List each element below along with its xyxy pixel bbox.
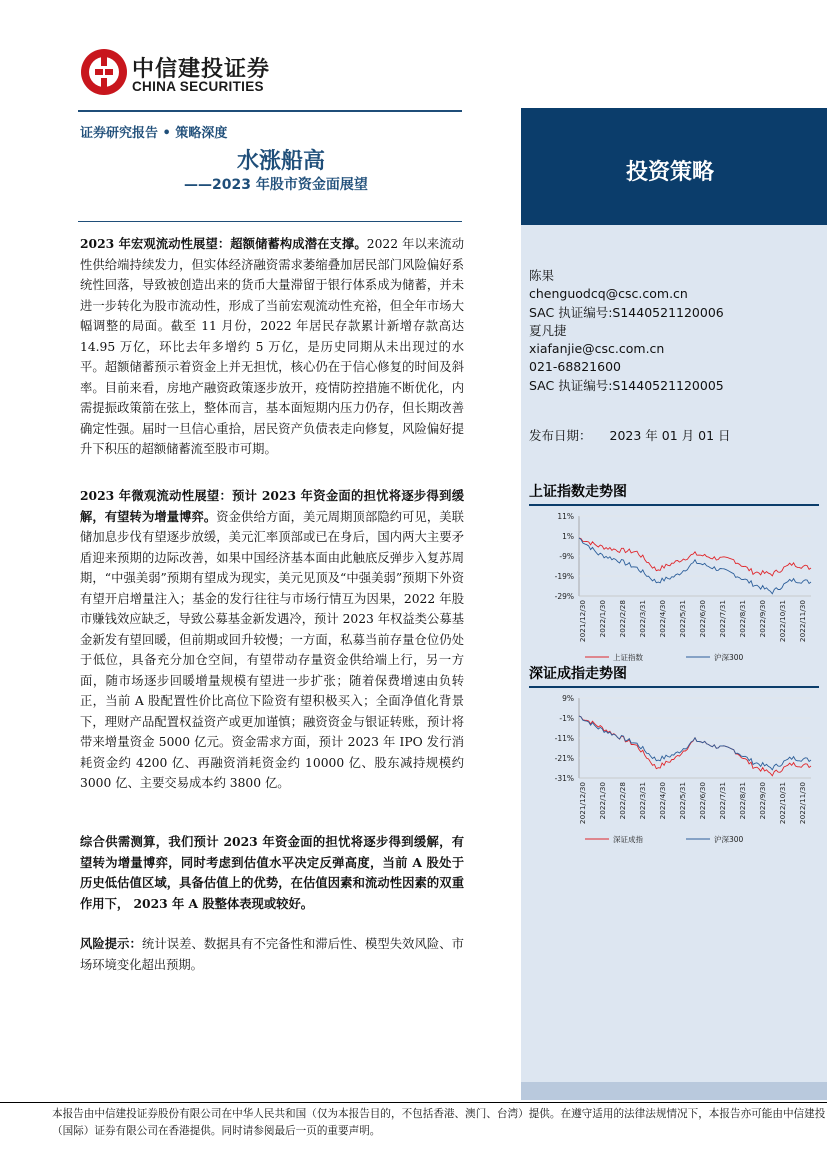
x-tick-label: 2022/11/30 [798,782,807,825]
page-title: 水涨船高 [237,149,326,174]
sidebar-footer-band [521,1082,827,1100]
y-tick-label: 11% [557,512,574,521]
chart-sse-svg [529,508,819,668]
analyst-1-sac: SAC 执证编号:S1440521120006 [529,304,724,320]
brand-logo [80,48,300,98]
x-tick-label: 2022/3/31 [638,600,647,638]
legend-label: 沪深300 [714,835,744,844]
footer-disclaimer: 本报告由中信建投证券股份有限公司在中华人民共和国（仅为本报告目的，不包括香港、澳门、台湾）提供。在遵守适用的法律法规情况下，本报告亦可能由中信建投（国际）证券有限公司在香港提供。同时请参阅最后一页的重要声明。 [52,1108,826,1137]
x-tick-label: 2022/10/31 [778,782,787,825]
series-line-1 [579,716,811,776]
y-tick-label: -11% [554,734,574,743]
legend-label: 上证指数 [613,653,643,662]
series-line-2 [579,716,811,770]
x-tick-label: 2022/8/31 [738,782,747,820]
paragraph-lead: 综合供需测算，我们预计 2023 年资金面的担忧将逐步得到缓解，有望转为增量博弈，同时考虑到估值水平决定反弹高度，当前 A 股处于历史低估值区域，具备估值上的优势，在估值因素和流动性因素的双重作用下， 2023 年 A 股整体表现或较好。 [80,834,464,911]
y-tick-label: -29% [554,592,574,601]
report-type: 证券研究报告 • 策略深度 [80,126,228,141]
x-tick-label: 2022/1/30 [598,782,607,820]
analyst-info [529,267,724,395]
y-tick-label: -1% [559,714,574,723]
x-tick-label: 2022/7/31 [718,600,727,638]
x-tick-label: 2022/7/31 [718,782,727,820]
x-tick-label: 2022/6/30 [698,600,707,638]
legend-label: 深证成指 [613,835,643,844]
chart-szse-svg [529,690,819,850]
chart-sse [529,481,819,668]
paragraph-micro-liquidity [80,486,464,794]
paragraph-lead: 2023 年微观流动性展望：预计 2023 年资金面的担忧将逐步得到缓解，有望转为增量博弈。 [80,488,464,524]
paragraph-lead: 风险提示： [80,936,142,951]
chart-title-rule [529,686,819,688]
y-tick-label: 9% [562,694,574,703]
x-tick-label: 2022/3/31 [638,782,647,820]
x-tick-label: 2022/5/31 [678,782,687,820]
page-subtitle: ——2023 年股市资金面展望 [184,177,368,193]
header-rule [78,110,462,112]
x-tick-label: 2021/12/30 [578,600,587,643]
brand-name-cn: 中信建投证券 [132,57,271,82]
brand-name-en: CHINA SECURITIES [132,79,264,94]
publish-date [529,426,731,444]
report-category: 投资策略 [626,160,715,185]
x-tick-label: 2022/5/31 [678,600,687,638]
series-line-2 [579,538,811,594]
publish-date-value: 2023 年 01 月 01 日 [609,428,731,443]
paragraph-conclusion [80,832,464,914]
y-tick-label: -31% [554,774,574,783]
title-divider [78,221,462,222]
y-tick-label: -9% [559,552,574,561]
brand-emblem-icon [80,48,128,96]
series-line-1 [579,538,811,576]
x-tick-label: 2022/10/31 [778,600,787,643]
paragraph-text: 统计误差、数据具有不完备性和滞后性、模型失效风险、市场环境变化超出预期。 [80,937,464,972]
y-tick-label: 1% [562,532,574,541]
chart-szse [529,663,819,850]
x-tick-label: 2022/6/30 [698,782,707,820]
chart-title: 上证指数走势图 [529,484,627,500]
chart-title-rule [529,504,819,506]
analyst-2-email[interactable]: xiafanjie@csc.com.cn [529,341,665,357]
x-tick-label: 2022/11/30 [798,600,807,643]
x-tick-label: 2022/2/28 [618,600,627,638]
analyst-1-name: 陈果 [529,268,555,283]
analyst-2-name: 夏凡捷 [529,322,567,338]
paragraph-lead: 2023 年宏观流动性展望：超额储蓄构成潜在支撑。 [80,236,367,251]
y-tick-label: -19% [554,572,574,581]
x-tick-label: 2022/4/30 [658,782,667,820]
legend-label: 沪深300 [714,653,744,662]
paragraph-risk [80,934,464,975]
x-tick-label: 2022/2/28 [618,782,627,820]
x-tick-label: 2021/12/30 [578,782,587,825]
x-tick-label: 2022/1/30 [598,600,607,638]
analyst-1-email[interactable]: chenguodcq@csc.com.cn [529,286,688,302]
paragraph-text: 资金供给方面，美元周期顶部隐约可见，美联储加息步伐有望逐步放缓，美元汇率顶部或已在身后，国内两大主要矛盾迎来预期的边际改善，如果中国经济基本面由此触底反弹步入复苏周期，“中强美弱”预期有望成为现实，美元见顶及“中强美弱”预期下外资有望开启增量注入；基金的发行往往与市场行情互为因果，2022 年股市赚钱效应缺乏，导致公募基金新发遇冷，预计 2023 年权益类公募基金新发有望回暖，但前期或回升较慢；一方面，私募当前存量仓位仍处于低位，具备充分加仓空间，有望带动存量资金供给端上行，另一方面，随市场逐步回暖增量规模有望进一步扩张；随着保费增速由负转正，当前 A 股配置性价比高位下险资有望积极买入；全面净值化背景下，理财产品配置权益资产或更加谨慎；融资资金与银证转账，预计将带来增量资金 5000 亿元。资金需求方面，预计 2023 年 IPO 发行消耗资金约 4200 亿、再融资消耗资金约 10000 亿、股东减持规模约 3000 亿、主要交易成本约 3800 亿。 [80,509,464,790]
y-tick-label: -21% [554,754,574,763]
analyst-2-phone: 021-68821600 [529,359,621,375]
x-tick-label: 2022/9/30 [758,782,767,820]
publish-date-label: 发布日期： [529,428,592,443]
paragraph-text: 2022 年以来流动性供给端持续发力，但实体经济融资需求萎缩叠加居民部门风险偏好系统性回落，导致被创造出来的货币大量滞留于银行体系成为储蓄，并未进一步转化为股市流动性，形成了当前宏观流动性充裕，但全年市场大幅调整的局面。截至 11 月份，2022 年居民存款累计新增存款高达 14.95 万亿，环比去年多增约 5 万亿，是历史同期从未出现过的水平。超额储蓄预示着资金上并无担忧，核心仍在于信心修复的时间及斜率。目前来看，房地产融资政策逐步放开，疫情防控措施不断优化，内需提振政策箭在弦上，整体而言，基本面短期内压力仍存，但长期改善确定性强。届时一旦信心重拾，居民资产负债表走向修复，风险偏好提升下积压的超额储蓄流至股市可期。 [80,237,464,456]
chart-title: 深证成指走势图 [529,666,627,682]
x-tick-label: 2022/8/31 [738,600,747,638]
x-tick-label: 2022/9/30 [758,600,767,638]
footer-rule [0,1102,827,1103]
x-tick-label: 2022/4/30 [658,600,667,638]
paragraph-macro-liquidity [80,234,464,460]
analyst-2-sac: SAC 执证编号:S1440521120005 [529,377,724,393]
